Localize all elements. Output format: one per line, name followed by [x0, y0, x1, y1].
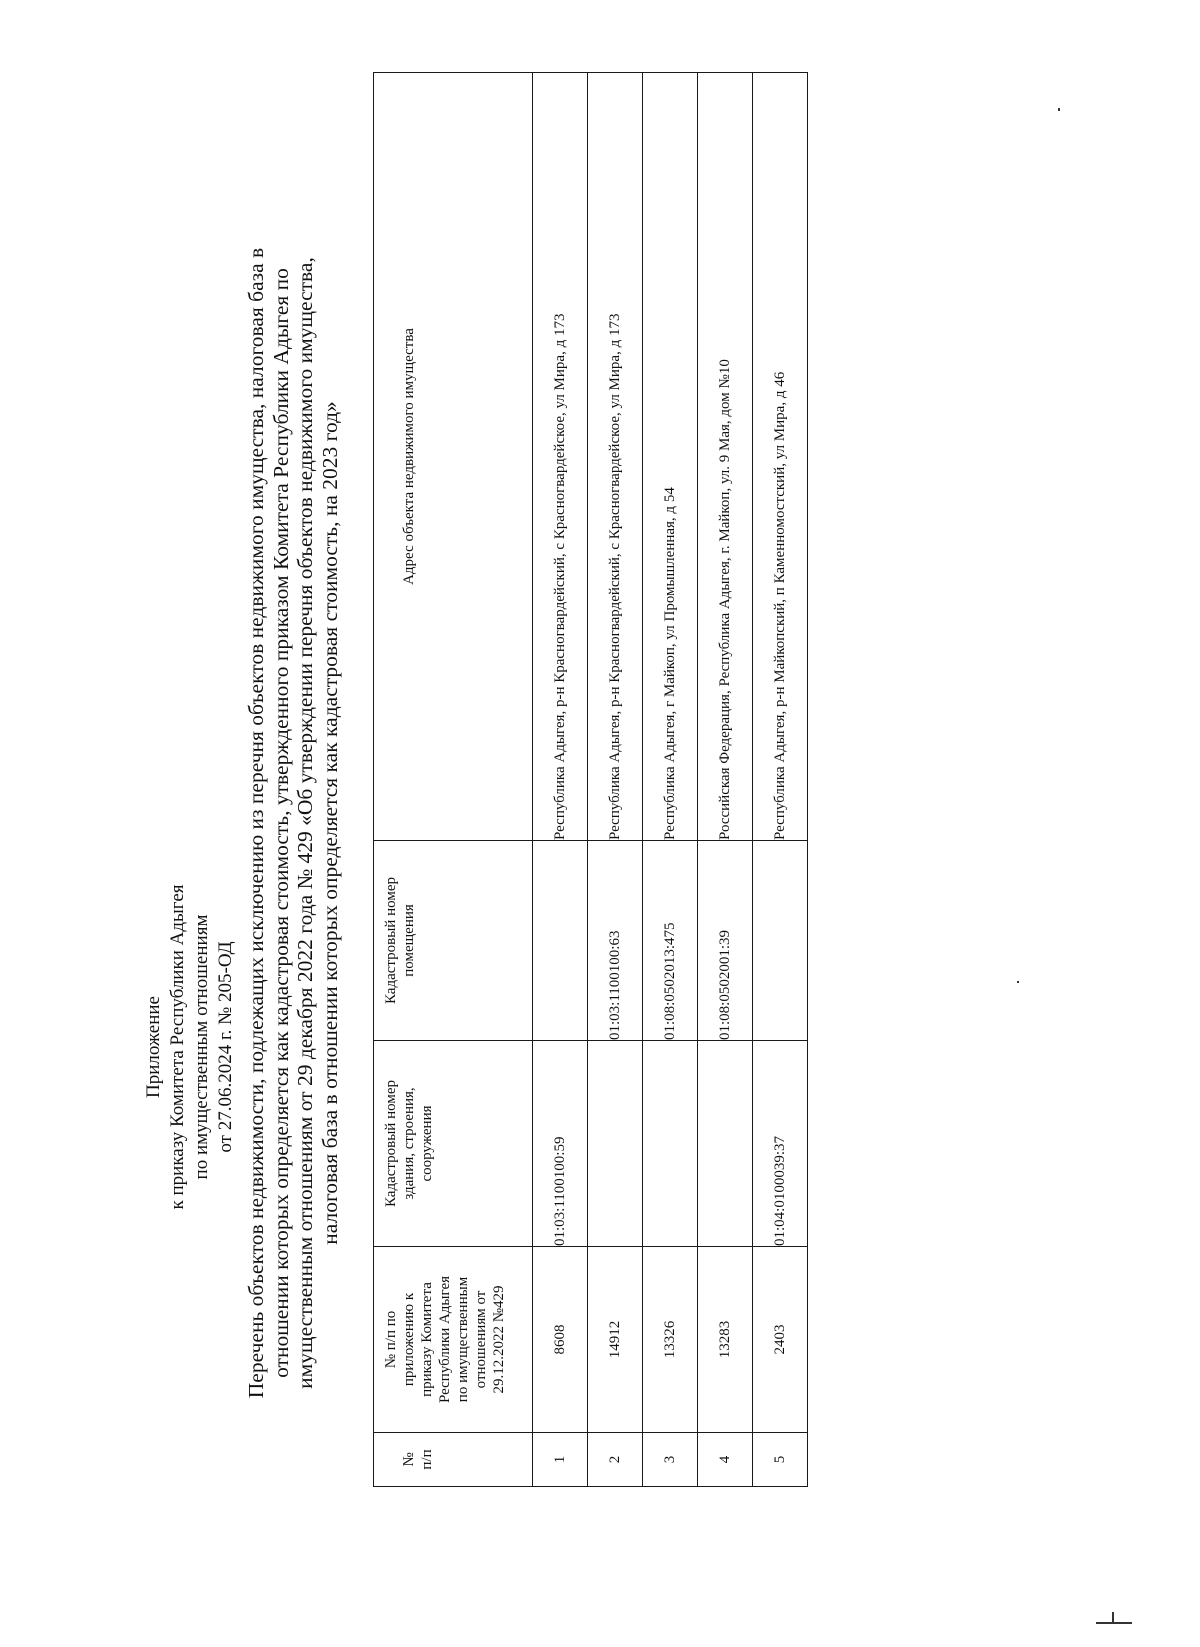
- cell-ref: 13326: [643, 1247, 698, 1433]
- scan-mark: [1112, 1612, 1114, 1622]
- cell-room: [753, 841, 808, 1041]
- header-address: [374, 73, 533, 841]
- header-ref: [374, 1247, 533, 1433]
- scan-mark: [1096, 1622, 1132, 1624]
- appendix-line: от 27.06.2024 г. № 205-ОД: [215, 941, 236, 1153]
- cell-building: 01:03:1100100:59: [533, 1041, 588, 1247]
- cell-num: 5: [753, 1433, 808, 1487]
- cell-num: 3: [643, 1433, 698, 1487]
- table-header-row: [374, 73, 533, 1487]
- cell-address: Республика Адыгея, р-н Майкопский, п Каменномостский, ул Мира, д 46: [753, 73, 808, 841]
- header-building-text: Кадастровый номер здания, строения, сооружения: [383, 1080, 435, 1207]
- appendix-line: по имущественным отношениям: [191, 914, 212, 1180]
- scan-mark: [1017, 981, 1019, 983]
- cell-num: 2: [588, 1433, 643, 1487]
- cell-building: 01:04:0100039:37: [753, 1041, 808, 1247]
- appendix-line: к приказу Комитета Республики Адыгея: [167, 884, 188, 1210]
- document-title: [244, 163, 342, 1483]
- header-room: [374, 841, 533, 1041]
- cell-num: 4: [698, 1433, 753, 1487]
- header-num: [374, 1433, 533, 1487]
- cell-num: 1: [533, 1433, 588, 1487]
- header-ref-text: № п/п по приложению к приказу Комитета Республики Адыгея по имущественным отношениям от 29.12.2022 №429: [383, 1275, 507, 1404]
- cell-ref: 8608: [533, 1247, 588, 1433]
- title-line: Перечень объектов недвижимости, подлежащих исключению из перечня объектов недвижимого имущества, налоговая база в: [244, 247, 268, 1399]
- appendix-line: Приложение: [143, 996, 164, 1098]
- cell-room: [533, 841, 588, 1041]
- cell-ref: 2403: [753, 1247, 808, 1433]
- cell-building: [588, 1041, 643, 1247]
- cell-address: Республика Адыгея, р-н Красногвардейский, с Красногвардейское, ул Мира, д 173: [533, 73, 588, 841]
- cell-room: 01:03:1100100:63: [588, 841, 643, 1041]
- cell-building: [698, 1041, 753, 1247]
- header-room-text: Кадастровый номер помещения: [383, 877, 417, 1004]
- header-address-text: Адрес объекта недвижимого имущества: [401, 328, 417, 585]
- cell-ref: 14912: [588, 1247, 643, 1433]
- table-row: [533, 73, 588, 1487]
- scan-mark: [1058, 108, 1060, 111]
- property-table: [373, 72, 808, 1487]
- appendix-block: [142, 447, 238, 1647]
- title-line: налоговая база в отношении которых определяется как кадастровая стоимость, на 2023 год»: [317, 401, 342, 1245]
- cell-address: Республика Адыгея, р-н Красногвардейский, с Красногвардейское, ул Мира, д 173: [588, 73, 643, 841]
- cell-address: Российская Федерация, Республика Адыгея, г. Майкоп, ул. 9 Мая, дом №10: [698, 73, 753, 841]
- table-row: [588, 73, 643, 1487]
- title-line: отношении которых определяется как кадастровая стоимость, утвержденного приказом Комитета Республики Адыгея по: [268, 268, 293, 1378]
- table-row: [753, 73, 808, 1487]
- table-row: [643, 73, 698, 1487]
- cell-building: [643, 1041, 698, 1247]
- table-row: [698, 73, 753, 1487]
- header-num-text: № п/п: [401, 1449, 435, 1470]
- cell-room: 01:08:0502001:39: [698, 841, 753, 1041]
- title-line: имущественным отношениям от 29 декабря 2022 года № 429 «Об утверждении перечня объектов недвижимого имущества,: [293, 257, 317, 1389]
- cell-address: Республика Адыгея, г Майкоп, ул Промышленная, д 54: [643, 73, 698, 841]
- cell-ref: 13283: [698, 1247, 753, 1433]
- header-building: [374, 1041, 533, 1247]
- cell-room: 01:08:0502013:475: [643, 841, 698, 1041]
